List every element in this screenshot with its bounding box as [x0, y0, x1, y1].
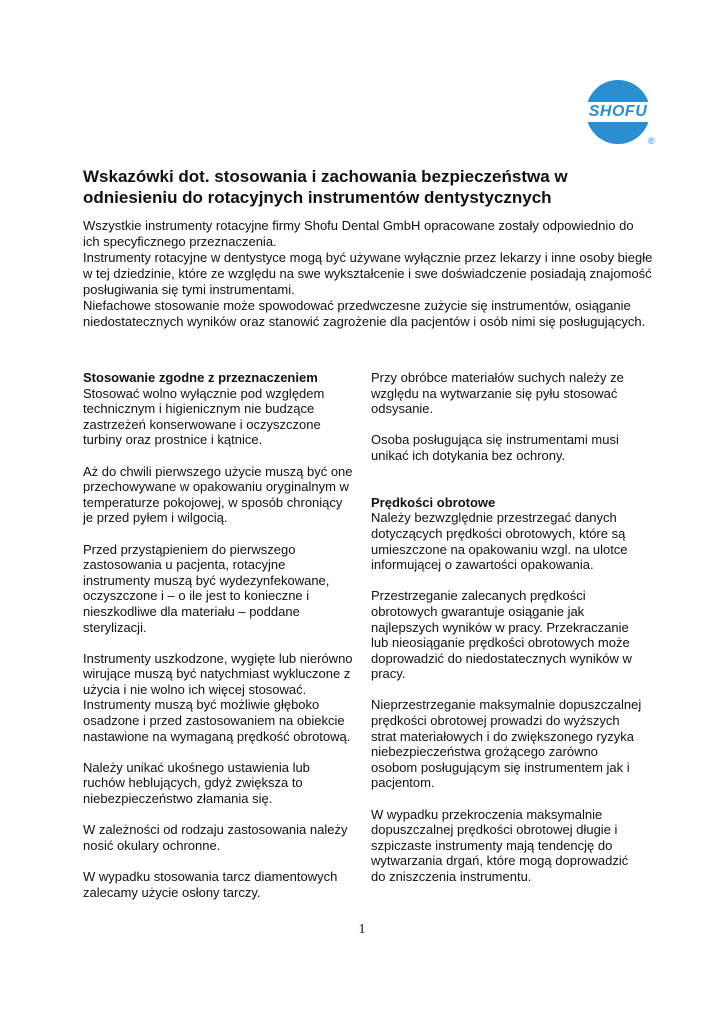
paragraph: Nieprzestrzeganie maksymalnie dopuszczalnej prędkości obrotowej prowadzi do wyższych strat materiałowych i do zwiększonego ryzyka niebezpieczeństwa grożącego zarówno osobom posługującym się instrumentem jak i pacjentom.: [371, 697, 642, 791]
page-number: 1: [358, 922, 366, 937]
paragraph: W wypadku przekroczenia maksymalnie dopuszczalnej prędkości obrotowej długie i szpiczaste instrumenty mają tendencję do wytwarzania drgań, które mogą doprowadzić do zniszczenia instrumentu.: [371, 806, 629, 884]
intro-section: [83, 218, 653, 330]
paragraph: Aż do chwili pierwszego użycie muszą być one przechowywane w opakowaniu oryginalnym w temperaturze pokojowej, w sposób chroniący je przed pyłem i wilgocią.: [83, 463, 353, 526]
intro-paragraph: Wszystkie instrumenty rotacyjne firmy Shofu Dental GmbH opracowane zostały odpowiednio do ich specyficznego przeznaczenia.: [83, 218, 634, 249]
shofu-logo: [586, 80, 658, 152]
intro-paragraph: Instrumenty rotacyjne w dentystyce mogą być używane wyłącznie przez lekarzy i inne osoby biegłe w tej dziedzinie, które ze względu na swe wykształcenie i swe doświadczenie posiadają znajomość posługiwania się tymi instrumentami.: [83, 250, 653, 297]
spacer: [371, 479, 643, 495]
intro-paragraph: Niefachowe stosowanie może spowodować przedwczesne zużycie się instrumentów, osiąganie niedostatecznych wyników oraz stanowić zagrożenie dla pacjentów i osób nimi się posługujących.: [83, 298, 646, 329]
section-heading-rotation-speeds: Prędkości obrotowe: [371, 494, 496, 510]
paragraph: Należy unikać ukośnego ustawienia lub ruchów heblujących, gdyż zwiększa to niebezpieczeństwo złamania się.: [83, 759, 310, 807]
paragraph: W zależności od rodzaju zastosowania należy nosić okulary ochronne.: [83, 822, 348, 853]
section-heading-intended-use: Stosowanie zgodne z przeznaczeniem: [83, 370, 318, 385]
document-title: Wskazówki dot. stosowania i zachowania bezpieczeństwa w odniesieniu do rotacyjnych instrumentów dentystycznych: [83, 167, 568, 207]
registered-mark: ®: [648, 136, 655, 146]
logo-text: SHOFU: [582, 102, 654, 122]
paragraph: Osoba posługująca się instrumentami musi unikać ich dotykania bez ochrony.: [371, 432, 619, 463]
paragraph: W wypadku stosowania tarcz diamentowych zalecamy użycie osłony tarczy.: [83, 869, 338, 900]
right-column: [371, 370, 643, 900]
paragraph: Przed przystąpieniem do pierwszego zastosowania u pacjenta, rotacyjne instrumenty muszą być wydezynfekowane, oczyszczone i – o ile jest to konieczne i nieszkodliwe dla materiału – poddane sterylizacji.: [83, 541, 330, 635]
paragraph: Przestrzeganie zalecanych prędkości obrotowych gwarantuje osiąganie jak najlepszych wyników w pracy. Przekraczanie lub nieosiąganie prędkości obrotowych może doprowadzić do niedostatecznych wyników w pracy.: [371, 588, 632, 682]
paragraph: Należy bezwzględnie przestrzegać danych dotyczących prędkości obrotowych, które są umieszczone na opakowaniu wzgl. na ulotce informującej o zawartości opakowania.: [371, 510, 628, 573]
left-column: [83, 370, 355, 916]
paragraph: Stosować wolno wyłącznie pod względem technicznym i higienicznym nie budzące zastrzeżeń konserwowane i oczyszczone turbiny oraz prostnice i kątnice.: [83, 385, 325, 448]
paragraph: Przy obróbce materiałów suchych należy ze względu na wytwarzanie się pyłu stosować odsysanie.: [371, 370, 624, 417]
paragraph: Instrumenty uszkodzone, wygięte lub nierówno wirujące muszą być natychmiast wykluczone z użycia i nie wolno ich więcej stosować. Instrumenty muszą być możliwie głęboko osadzone i przed zastosowaniem na obiekcie nastawione na wymaganą prędkość obrotową.: [83, 650, 353, 744]
